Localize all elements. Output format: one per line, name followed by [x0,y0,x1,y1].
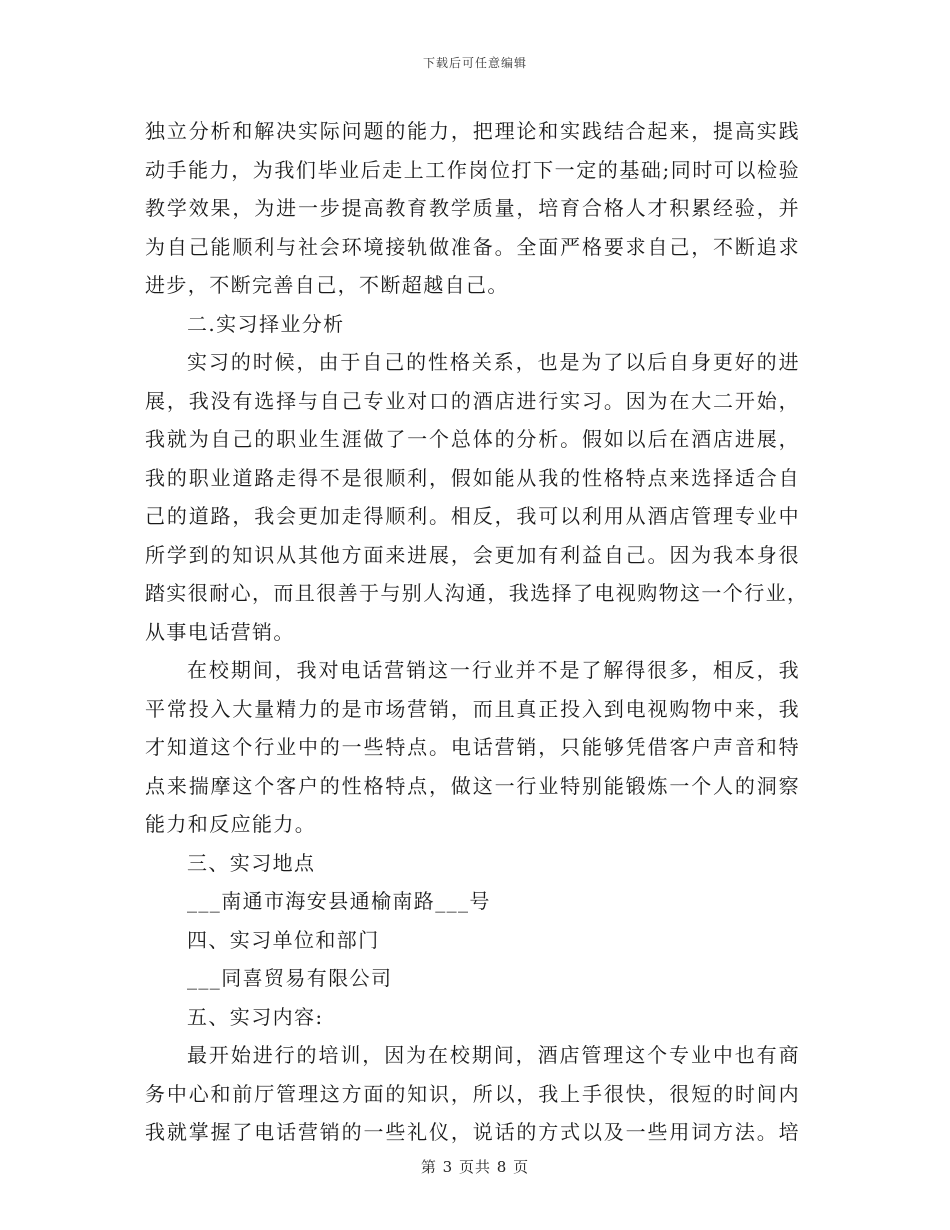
body-line: 独立分析和解决实际问题的能力，把理论和实践结合起来，提高实践 [145,119,800,143]
body-line: 实习的时候，由于自己的性格关系，也是为了以后自身更好的进 [187,350,800,374]
section-heading: 五、实习内容: [187,1004,324,1029]
page-number: 第 3 页共 8 页 [420,1158,530,1176]
body-line: 才知道这个行业中的一些特点。电话营销，只能够凭借客户声音和特 [145,735,800,759]
body-line: 我就掌握了电话营销的一些礼仪，说话的方式以及一些用词方法。培 [145,1120,800,1144]
body-line: 最开始进行的培训，因为在校期间，酒店管理这个专业中也有商 [187,1043,800,1067]
section-heading: 三、实习地点 [187,850,316,875]
company-line: ___同喜贸易有限公司 [187,966,393,990]
body-line: 所学到的知识从其他方面来进展，会更加有利益自己。因为我本身很 [145,542,800,567]
page-header: 下载后可任意编辑 [422,56,527,70]
section-heading: 四、实习单位和部门 [187,927,380,952]
body-line: 动手能力，为我们毕业后走上工作岗位打下一定的基础;同时可以检验 [145,157,800,182]
body-line: 进步，不断完善自己，不断超越自己。 [145,273,509,297]
body-line: 为自己能顺利与社会环境接轨做准备。全面严格要求自己，不断追求 [145,234,800,259]
document-body [145,112,809,1152]
body-line: 平常投入大量精力的是市场营销，而且真正投入到电视购物中来，我 [145,696,800,721]
address-line: ___南通市海安县通榆南路___号 [187,889,491,913]
section-heading: 二.实习择业分析 [187,311,345,336]
body-line: 我的职业道路走得不是很顺利，假如能从我的性格特点来选择适合自 [145,465,800,490]
body-line: 己的道路，我会更加走得顺利。相反，我可以利用从酒店管理专业中 [145,504,800,528]
body-line: 点来揣摩这个客户的性格特点，做这一行业特别能锻炼一个人的洞察 [145,773,800,798]
body-line: 我就为自己的职业生涯做了一个总体的分析。假如以后在酒店进展， [145,427,800,451]
body-line: 从事电话营销。 [145,619,295,644]
body-line: 能力和反应能力。 [145,812,317,836]
body-line: 踏实很耐心，而且很善于与别人沟通，我选择了电视购物这一个行业， [145,581,809,605]
body-line: 在校期间，我对电话营销这一行业并不是了解得很多，相反，我 [187,658,800,682]
body-line: 展，我没有选择与自己专业对口的酒店进行实习。因为在大二开始， [145,388,800,413]
body-line: 务中心和前厅管理这方面的知识，所以，我上手很快，很短的时间内 [145,1081,800,1106]
body-line: 教学效果，为进一步提高教育教学质量，培育合格人才积累经验，并 [145,196,800,220]
